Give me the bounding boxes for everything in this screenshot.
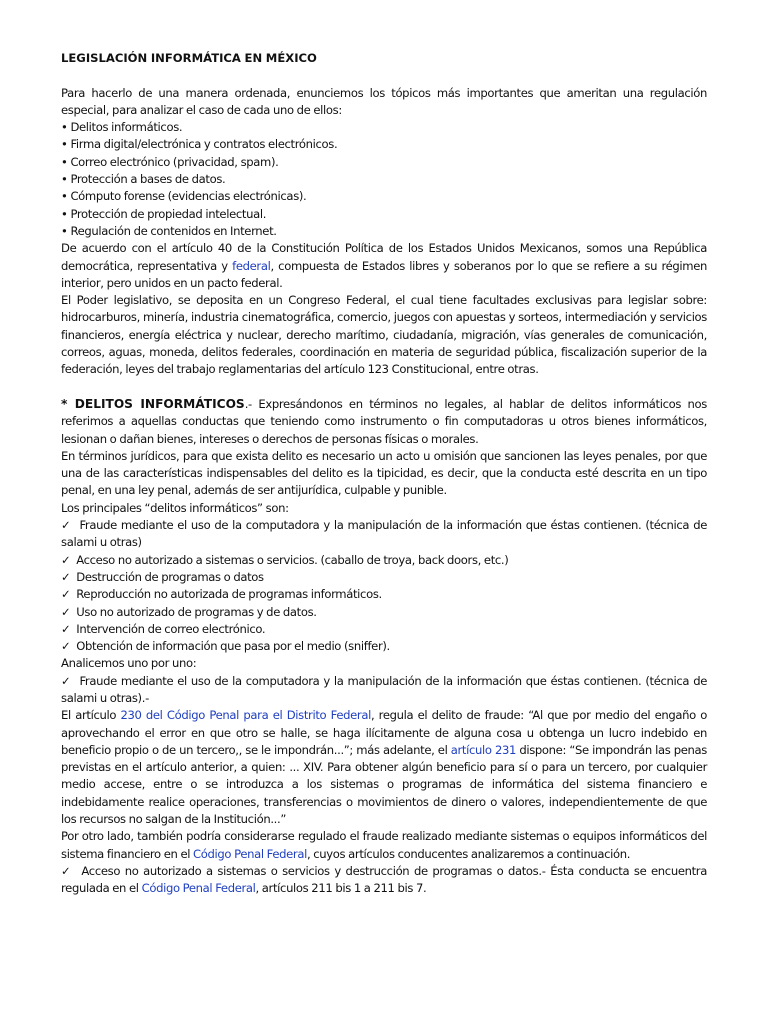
list-item: • Regulación de contenidos en Internet. — [61, 223, 707, 240]
check-item: ✓ Intervención de correo electrónico. — [61, 621, 707, 638]
check-item: ✓ Fraude mediante el uso de la computadora y la manipulación de la información que éstas contienen. (técnica de salami u otras) — [61, 517, 707, 552]
articulo-231-link[interactable]: artículo 231 — [450, 742, 517, 757]
list-item: • Protección a bases de datos. — [61, 171, 707, 188]
section-heading: * DELITOS INFORMÁTICOS — [61, 396, 245, 411]
delitos-checklist — [61, 517, 707, 655]
check-item: ✓ Obtención de información que pasa por el medio (sniffer). — [61, 638, 707, 655]
check-item: ✓ Uso no autorizado de programas y de datos. — [61, 604, 707, 621]
paragraph-text: dispone: “Se impondrán las penas previstas en el artículo anterior, a quien: ... XIV. Para obtener algún beneficio para sí o para un tercero, por cualquier medio accese, entre o se introduzca a los sistemas o programas de informática del sistema financiero e indebidamente realice operaciones, transferencias o movimientos de dinero o valores, independientemente de que los recursos no salgan de la Institución...” — [61, 742, 707, 827]
paragraph-text: , artículos 211 bis 1 a 211 bis 7. — [255, 881, 427, 896]
paragraph-text: , cuyos artículos conducentes analizaremos a continuación. — [306, 846, 631, 861]
constitucion-paragraph — [61, 240, 707, 292]
principales-label: Los principales “delitos informáticos” son: — [61, 500, 289, 515]
check-item: ✓ Acceso no autorizado a sistemas o servicios. (caballo de troya, back doors, etc.) — [61, 552, 707, 569]
codigo-penal-federal-link[interactable]: Código Penal Federal — [141, 881, 256, 896]
list-item: • Correo electrónico (privacidad, spam). — [61, 154, 707, 171]
intro-paragraph: Para hacerlo de una manera ordenada, enunciemos los tópicos más importantes que ameritan una regulación especial, para analizar el caso de cada uno de ellos: — [61, 85, 707, 117]
list-item: • Cómputo forense (evidencias electrónicas). — [61, 188, 707, 205]
poder-legislativo-paragraph: El Poder legislativo, se deposita en un Congreso Federal, el cual tiene facultades exclusivas para legislar sobre: hidrocarburos, minería, industria cinematográfica, comercio, juegos con apuestas y sorteos, intermediación y servicios financieros, energía eléctrica y nuclear, derecho marítimo, ciudadanía, migración, vías generales de comunicación, correos, aguas, moneda, delitos federales, coordinación en materia de seguridad pública, fiscalización superior de la federación, leyes del trabajo reglamentarias del artículo 123 Constitucional, entre otras. — [61, 293, 707, 377]
paragraph-text: , regula el delito de fraude: “Al que por medio del engaño o aprovechando el error en que otro se halle, se haga ilícitamente de alguna cosa u obtenga un lucro indebido en beneficio propio o de un tercero,, se le impondrán...”; más adelante, el — [61, 708, 708, 757]
paragraph-text: De acuerdo con el artículo 40 de la Constitución Política de los Estados Unidos Mexicanos, somos una República democrática, representativa y — [61, 241, 707, 273]
check-item-fraude: ✓ Fraude mediante el uso de la computadora y la manipulación de la información que éstas contienen. (técnica de salami u otras).- — [61, 673, 707, 708]
articulo-paragraph — [61, 707, 707, 828]
list-item: • Firma digital/electrónica y contratos electrónicos. — [61, 136, 707, 153]
paragraph-text: .- Expresándonos en términos no legales, al hablar de delitos informáticos nos referimos a aquellas conductas que teniendo como instrumento o fin computadoras u otros bienes informáticos, lesionan o dañan bienes, intereses o derechos de personas físicas o morales. — [61, 396, 707, 446]
otro-lado-paragraph — [61, 828, 707, 863]
spacer — [61, 67, 707, 84]
list-item: • Protección de propiedad intelectual. — [61, 206, 707, 223]
check-item: ✓ Reproducción no autorizada de programas informáticos. — [61, 586, 707, 603]
juridicos-paragraph: En términos jurídicos, para que exista delito es necesario un acto u omisión que sancionen las leyes penales, por que una de las características indispensables del delito es la tipicidad, es decir, que la conducta esté descrita en un tipo penal, en una ley penal, además de ser antijurídica, culpable y punible. — [61, 448, 707, 498]
paragraph-text: , compuesta de Estados libres y soberanos por lo que se refiere a su régimen interior, pero unidos en un pacto federal. — [61, 258, 707, 290]
paragraph-text: El artículo — [61, 708, 121, 723]
list-item: • Delitos informáticos. — [61, 119, 707, 136]
codigo-penal-federal-link[interactable]: Código Penal Federal — [193, 846, 307, 861]
federal-link[interactable]: federal — [232, 258, 271, 273]
check-item: ✓ Destrucción de programas o datos — [61, 569, 707, 586]
document-page — [61, 50, 707, 898]
acceso-paragraph — [61, 863, 707, 898]
topics-list — [61, 119, 707, 240]
paragraph-text: Acceso no autorizado a sistemas o servicios y destrucción de programas o datos.- Ésta conducta se encuentra regulada en el — [61, 863, 707, 896]
document-title: LEGISLACIÓN INFORMÁTICA EN MÉXICO — [61, 51, 317, 65]
delitos-paragraph — [61, 396, 707, 448]
spacer — [61, 379, 707, 396]
analicemos-label: Analicemos uno por uno: — [61, 656, 197, 671]
paragraph-text: Por otro lado, también podría considerarse regulado el fraude realizado mediante sistemas o equipos informáticos del sistema financiero en el — [61, 829, 707, 861]
codigo-penal-df-link[interactable]: 230 del Código Penal para el Distrito Federal — [120, 708, 371, 723]
